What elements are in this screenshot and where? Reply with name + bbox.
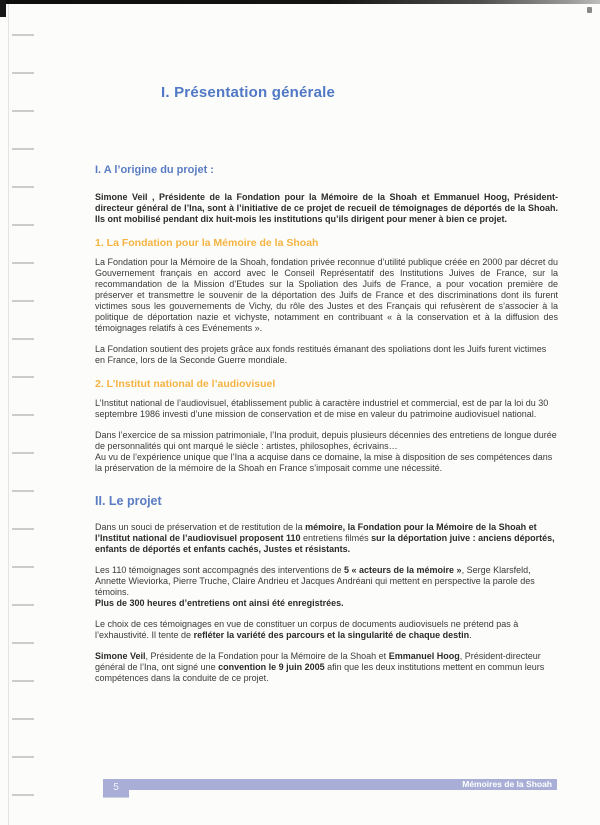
text-run: L’Institut national de l’audiovisuel, établissement public à caractère industriel et commercial, est de par la loi du 30 septembre 1986 investi d’une mission de conservation et de mise en valeur du patrimoine audiovisuel national. xyxy=(95,398,549,419)
text-run: afin que les deux institutions mettent en commun leurs compétences dans la conduite de ce projet. xyxy=(95,662,545,683)
text-run: Dans l’exercice de sa mission patrimoniale, l’Ina produit, depuis plusieurs décennies des entretiens de longue durée de personnalités qui ont marqué le siècle : artistes, philosophes, écrivains… xyxy=(95,430,557,451)
text-run: , Présidente de la Fondation pour la Mémoire de la Shoah et xyxy=(145,651,389,661)
para xyxy=(95,398,558,420)
heading-blue-large xyxy=(95,494,558,508)
text-run: , Président-directeur général de l’Ina, ont signé une xyxy=(95,651,541,672)
text-run: La Fondation soutient des projets grâce aux fonds restitués émanant des spoliations dont les Juifs furent victimes en France, lors de la Seconde Guerre mondiale. xyxy=(95,344,547,365)
para-j xyxy=(95,192,558,225)
para xyxy=(95,619,558,641)
para xyxy=(95,522,558,555)
scan-corner-mark xyxy=(0,0,6,17)
text-run: Plus de 300 heures d’entretiens ont ainsi été enregistrées. xyxy=(95,598,344,608)
text-run: Simone Veil xyxy=(95,651,146,661)
text-run: 2. L’Institut national de l’audiovisuel xyxy=(95,378,276,390)
heading-orange xyxy=(95,237,558,249)
para xyxy=(95,430,558,474)
text-run: entretiens filmés xyxy=(303,533,372,543)
text-run: Emmanuel Hoog xyxy=(388,651,460,661)
text-run: 1. La Fondation pour la Mémoire de la Shoah xyxy=(95,237,319,249)
text-run: mémoire, la Fondation pour la Mémoire de la Shoah et l’Institut national de l’audiovisuel proposent 110 xyxy=(95,522,537,543)
binding-marks xyxy=(12,34,34,816)
footer-label: Mémoires de la Shoah xyxy=(462,779,552,789)
heading-blue xyxy=(95,164,558,176)
text-run: Dans un souci de préservation et de restitution de la xyxy=(95,522,306,532)
text-run: refléter la variété des parcours et la singularité de chaque destin xyxy=(193,630,470,640)
page-fold-line xyxy=(8,4,9,825)
page-number: 5 xyxy=(103,779,129,797)
para-j xyxy=(95,257,558,334)
footer-bar xyxy=(129,779,557,790)
text-run: 5 « acteurs de la mémoire » xyxy=(344,565,462,575)
heading-orange xyxy=(95,378,558,390)
text-run: convention le 9 juin 2005 xyxy=(218,662,325,672)
text-run: II. Le projet xyxy=(95,494,162,508)
text-run: La Fondation pour la Mémoire de la Shoah, fondation privée reconnue d’utilité publique créée en 2000 par décret du Gouvernement français en accord avec le Conseil Représentatif des Institutions Juives de France, sur la recommandation de la Mission d’Etudes sur la Spoliation des Juifs de France, a pour vocation première de préserver et transmettre le souvenir de la déportation des Juifs de France et des discriminations dont ils furent victimes sous les gouvernements de Vichy, du rôle des Justes et des Français qui refusèrent de s’associer à la politique de déportation nazie et vichyste, notamment en contribuant « à la conservation et à la diffusion des témoignages relatifs à ces Evénements ». xyxy=(95,257,558,333)
text-run: . xyxy=(469,630,472,640)
text-run: sur la déportation juive : anciens déportés, enfants de déportés et enfants cachés, Justes et résistants. xyxy=(95,533,555,554)
page-title: I. Présentation générale xyxy=(161,84,336,101)
text-run: Simone Veil , Présidente de la Fondation pour la Mémoire de la Shoah et Emmanuel Hoog, Président-directeur général de l’Ina, sont à l’initiative de ce projet de recueil de témoignages de déportés de la Shoah. Ils ont mobilisé pendant dix huit-mois les institutions qu’ils dirigent pour mener à bien ce projet. xyxy=(95,192,558,224)
text-run: Le choix de ces témoignages en vue de constituer un corpus de documents audiovisuels ne prétend pas à l’exhaustivité. Il tente de xyxy=(95,619,519,640)
document-body xyxy=(95,164,558,684)
para xyxy=(95,565,558,609)
text-run: Les 110 témoignages sont accompagnés des interventions de xyxy=(95,565,344,575)
scan-smudge xyxy=(587,7,592,13)
document-content xyxy=(95,84,558,694)
text-run: Au vu de l’expérience unique que l’Ina a acquise dans ce domaine, la mise à disposition de ses compétences dans la préservation de la mémoire de la Shoah en France s’imposait comme une nécessité. xyxy=(95,452,553,473)
scan-top-edge xyxy=(0,0,600,4)
para xyxy=(95,651,558,684)
text-run: I. A l’origine du projet : xyxy=(95,164,214,176)
para xyxy=(95,344,558,366)
text-run: , Serge Klarsfeld, Annette Wieviorka, Pierre Truche, Claire Andrieu et Jacques Andréani qui mettent en perspective la parole des témoins. xyxy=(95,565,535,597)
